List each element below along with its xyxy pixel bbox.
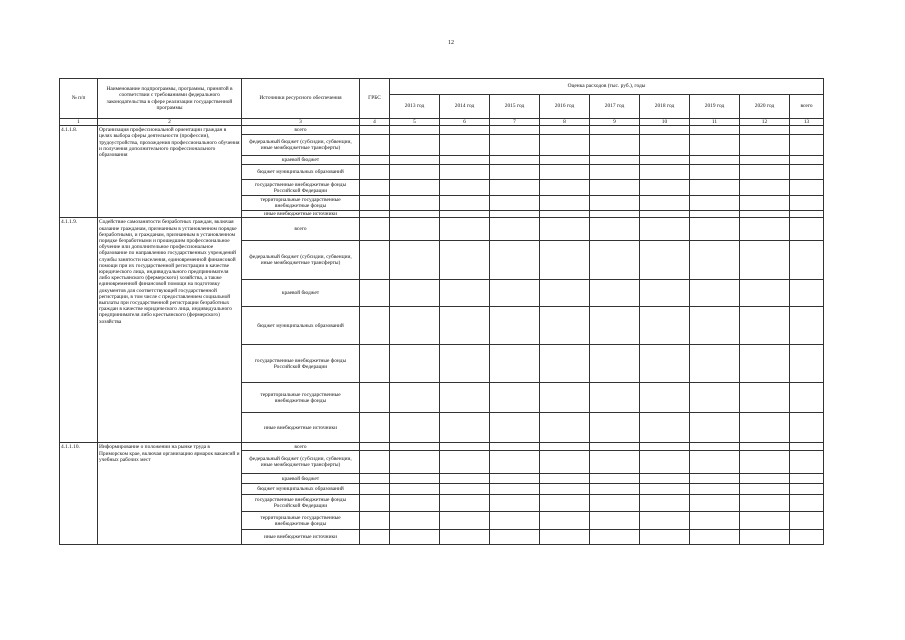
value-cell bbox=[790, 211, 824, 218]
value-cell bbox=[360, 413, 390, 443]
column-number: 13 bbox=[790, 119, 824, 126]
value-cell bbox=[360, 345, 390, 383]
value-cell bbox=[540, 165, 590, 180]
value-cell bbox=[440, 211, 490, 218]
value-cell bbox=[590, 413, 640, 443]
value-cell bbox=[490, 135, 540, 156]
column-number: 5 bbox=[390, 119, 440, 126]
value-cell bbox=[690, 495, 740, 512]
value-cell bbox=[640, 383, 690, 413]
column-number: 3 bbox=[242, 119, 360, 126]
value-cell bbox=[360, 211, 390, 218]
value-cell bbox=[690, 413, 740, 443]
value-cell bbox=[540, 307, 590, 345]
value-cell bbox=[640, 241, 690, 280]
value-cell bbox=[390, 241, 440, 280]
header-year: 2013 год bbox=[390, 95, 440, 119]
value-cell bbox=[640, 180, 690, 196]
column-number: 2 bbox=[98, 119, 242, 126]
value-cell bbox=[590, 211, 640, 218]
value-cell bbox=[690, 443, 740, 451]
value-cell bbox=[390, 307, 440, 345]
value-cell bbox=[690, 218, 740, 241]
value-cell bbox=[590, 280, 640, 307]
value-cell bbox=[790, 135, 824, 156]
value-cell bbox=[390, 512, 440, 530]
value-cell bbox=[540, 443, 590, 451]
value-cell bbox=[690, 484, 740, 495]
funding-source: территориальные государственные внебюджетные фонды bbox=[242, 512, 360, 530]
value-cell bbox=[790, 196, 824, 211]
value-cell bbox=[360, 280, 390, 307]
funding-source: краевой бюджет bbox=[242, 156, 360, 165]
value-cell bbox=[740, 135, 790, 156]
header-year: 2015 год bbox=[490, 95, 540, 119]
value-cell bbox=[440, 241, 490, 280]
value-cell bbox=[640, 451, 690, 474]
value-cell bbox=[540, 135, 590, 156]
value-cell bbox=[590, 307, 640, 345]
header-name: Наименование подпрограммы, программы, принятой в соответствии с требованиями федерального законодательства в сфере реализации государственной программы bbox=[98, 79, 242, 119]
value-cell bbox=[690, 156, 740, 165]
value-cell bbox=[360, 495, 390, 512]
value-cell bbox=[640, 211, 690, 218]
value-cell bbox=[690, 180, 740, 196]
value-cell bbox=[440, 413, 490, 443]
header-year: 2020 год bbox=[740, 95, 790, 119]
value-cell bbox=[390, 126, 440, 135]
funding-source: иные внебюджетные источники bbox=[242, 211, 360, 218]
value-cell bbox=[690, 280, 740, 307]
value-cell bbox=[540, 484, 590, 495]
value-cell bbox=[490, 495, 540, 512]
value-cell bbox=[690, 345, 740, 383]
funding-source: всего bbox=[242, 218, 360, 241]
value-cell bbox=[440, 530, 490, 545]
value-cell bbox=[440, 307, 490, 345]
value-cell bbox=[690, 196, 740, 211]
header-year: 2017 год bbox=[590, 95, 640, 119]
value-cell bbox=[790, 530, 824, 545]
value-cell bbox=[490, 211, 540, 218]
value-cell bbox=[740, 218, 790, 241]
value-cell bbox=[490, 512, 540, 530]
value-cell bbox=[390, 211, 440, 218]
value-cell bbox=[360, 474, 390, 484]
value-cell bbox=[440, 512, 490, 530]
value-cell bbox=[360, 165, 390, 180]
value-cell bbox=[440, 345, 490, 383]
value-cell bbox=[740, 530, 790, 545]
value-cell bbox=[440, 451, 490, 474]
column-number: 11 bbox=[690, 119, 740, 126]
value-cell bbox=[740, 165, 790, 180]
value-cell bbox=[790, 218, 824, 241]
value-cell bbox=[390, 383, 440, 413]
value-cell bbox=[790, 474, 824, 484]
value-cell bbox=[360, 530, 390, 545]
value-cell bbox=[440, 180, 490, 196]
value-cell bbox=[740, 413, 790, 443]
value-cell bbox=[540, 218, 590, 241]
value-cell bbox=[640, 156, 690, 165]
row-number: 4.1.1.10. bbox=[60, 443, 98, 545]
value-cell bbox=[640, 196, 690, 211]
header-year: 2016 год bbox=[540, 95, 590, 119]
value-cell bbox=[390, 196, 440, 211]
value-cell bbox=[690, 512, 740, 530]
value-cell bbox=[390, 443, 440, 451]
table-row bbox=[60, 126, 824, 135]
value-cell bbox=[490, 126, 540, 135]
header-num: № п/п bbox=[60, 79, 98, 119]
value-cell bbox=[740, 383, 790, 413]
value-cell bbox=[490, 241, 540, 280]
value-cell bbox=[390, 484, 440, 495]
funding-source: краевой бюджет bbox=[242, 474, 360, 484]
value-cell bbox=[540, 126, 590, 135]
value-cell bbox=[390, 474, 440, 484]
value-cell bbox=[740, 484, 790, 495]
value-cell bbox=[360, 135, 390, 156]
value-cell bbox=[440, 126, 490, 135]
value-cell bbox=[360, 241, 390, 280]
value-cell bbox=[740, 126, 790, 135]
value-cell bbox=[490, 345, 540, 383]
value-cell bbox=[690, 241, 740, 280]
value-cell bbox=[440, 383, 490, 413]
value-cell bbox=[590, 484, 640, 495]
header-source: Источники ресурсного обеспечения bbox=[242, 79, 360, 119]
value-cell bbox=[590, 345, 640, 383]
value-cell bbox=[740, 211, 790, 218]
value-cell bbox=[540, 474, 590, 484]
value-cell bbox=[440, 135, 490, 156]
value-cell bbox=[790, 165, 824, 180]
value-cell bbox=[540, 383, 590, 413]
value-cell bbox=[490, 383, 540, 413]
value-cell bbox=[640, 474, 690, 484]
value-cell bbox=[590, 512, 640, 530]
value-cell bbox=[690, 451, 740, 474]
value-cell bbox=[590, 443, 640, 451]
column-number: 6 bbox=[440, 119, 490, 126]
budget-table bbox=[59, 78, 824, 545]
value-cell bbox=[740, 196, 790, 211]
value-cell bbox=[540, 196, 590, 211]
value-cell bbox=[440, 495, 490, 512]
value-cell bbox=[360, 383, 390, 413]
value-cell bbox=[690, 165, 740, 180]
value-cell bbox=[640, 413, 690, 443]
table-row bbox=[60, 443, 824, 451]
value-cell bbox=[440, 443, 490, 451]
value-cell bbox=[540, 180, 590, 196]
value-cell bbox=[540, 413, 590, 443]
value-cell bbox=[640, 218, 690, 241]
value-cell bbox=[740, 512, 790, 530]
value-cell bbox=[640, 495, 690, 512]
value-cell bbox=[790, 345, 824, 383]
value-cell bbox=[540, 512, 590, 530]
value-cell bbox=[790, 180, 824, 196]
column-number: 7 bbox=[490, 119, 540, 126]
value-cell bbox=[490, 443, 540, 451]
value-cell bbox=[390, 530, 440, 545]
value-cell bbox=[390, 413, 440, 443]
funding-source: территориальные государственные внебюджетные фонды bbox=[242, 383, 360, 413]
value-cell bbox=[740, 443, 790, 451]
funding-source: государственные внебюджетные фонды Российской Федерации bbox=[242, 495, 360, 512]
value-cell bbox=[440, 165, 490, 180]
funding-source: федеральный бюджет (субсидии, субвенции, иные межбюджетные трансферты) bbox=[242, 135, 360, 156]
value-cell bbox=[690, 474, 740, 484]
value-cell bbox=[490, 280, 540, 307]
value-cell bbox=[590, 196, 640, 211]
value-cell bbox=[540, 451, 590, 474]
header-estimate: Оценка расходов (тыс. руб.), годы bbox=[390, 79, 824, 95]
value-cell bbox=[640, 165, 690, 180]
header-year: 2018 год bbox=[640, 95, 690, 119]
value-cell bbox=[640, 443, 690, 451]
value-cell bbox=[640, 345, 690, 383]
value-cell bbox=[740, 451, 790, 474]
value-cell bbox=[590, 165, 640, 180]
value-cell bbox=[690, 135, 740, 156]
value-cell bbox=[540, 495, 590, 512]
value-cell bbox=[590, 451, 640, 474]
funding-source: всего bbox=[242, 126, 360, 135]
measure-name: Информирование о положении на рынке труда в Приморском крае, включая организацию ярмарок вакансий и учебных рабочих мест bbox=[98, 443, 242, 545]
value-cell bbox=[790, 126, 824, 135]
value-cell bbox=[540, 280, 590, 307]
value-cell bbox=[640, 512, 690, 530]
value-cell bbox=[390, 180, 440, 196]
funding-source: федеральный бюджет (субсидии, субвенции, иные межбюджетные трансферты) bbox=[242, 241, 360, 280]
value-cell bbox=[490, 156, 540, 165]
column-number: 8 bbox=[540, 119, 590, 126]
value-cell bbox=[790, 495, 824, 512]
value-cell bbox=[790, 484, 824, 495]
value-cell bbox=[690, 211, 740, 218]
value-cell bbox=[790, 241, 824, 280]
value-cell bbox=[490, 180, 540, 196]
value-cell bbox=[390, 135, 440, 156]
value-cell bbox=[590, 383, 640, 413]
value-cell bbox=[390, 345, 440, 383]
value-cell bbox=[590, 180, 640, 196]
row-number: 4.1.1.9. bbox=[60, 218, 98, 443]
value-cell bbox=[490, 451, 540, 474]
value-cell bbox=[440, 484, 490, 495]
value-cell bbox=[390, 451, 440, 474]
value-cell bbox=[740, 474, 790, 484]
value-cell bbox=[790, 280, 824, 307]
header-year: 2019 год bbox=[690, 95, 740, 119]
value-cell bbox=[390, 156, 440, 165]
value-cell bbox=[390, 218, 440, 241]
value-cell bbox=[360, 180, 390, 196]
funding-source: бюджет муниципальных образований bbox=[242, 484, 360, 495]
value-cell bbox=[790, 413, 824, 443]
page-number: 12 bbox=[448, 40, 454, 46]
value-cell bbox=[490, 530, 540, 545]
funding-source: бюджет муниципальных образований bbox=[242, 165, 360, 180]
value-cell bbox=[590, 530, 640, 545]
measure-name: Содействие самозанятости безработных граждан, включая оказание гражданам, признанным в установленном порядке безработными, и гражданам, признанным в установленном порядке безработными и прошедшим профессиональное обучение или дополнительное профессиональное образование по направлению государственных учреждений службы занятости населения, единовременной финансовой помощи при их государственной регистрации в качестве юридического лица, индивидуального предпринимателя либо крестьянского (фермерского) хозяйства, а также единовременной финансовой помощи на подготовку документов для соответствующей государственной регистрации, в том числе с предоставлением социальной выплаты при государственной регистрации безработных граждан в качестве юридического лица, индивидуального предпринимателя либо крестьянского (фермерского) хозяйства bbox=[98, 218, 242, 443]
table-row bbox=[60, 218, 824, 241]
value-cell bbox=[490, 196, 540, 211]
value-cell bbox=[360, 126, 390, 135]
value-cell bbox=[690, 383, 740, 413]
value-cell bbox=[690, 307, 740, 345]
value-cell bbox=[540, 241, 590, 280]
value-cell bbox=[790, 443, 824, 451]
value-cell bbox=[740, 345, 790, 383]
column-number: 10 bbox=[640, 119, 690, 126]
column-number: 9 bbox=[590, 119, 640, 126]
value-cell bbox=[490, 413, 540, 443]
value-cell bbox=[740, 280, 790, 307]
funding-source: всего bbox=[242, 443, 360, 451]
value-cell bbox=[440, 280, 490, 307]
value-cell bbox=[490, 218, 540, 241]
value-cell bbox=[640, 280, 690, 307]
value-cell bbox=[490, 307, 540, 345]
value-cell bbox=[440, 196, 490, 211]
column-number: 12 bbox=[740, 119, 790, 126]
value-cell bbox=[590, 241, 640, 280]
value-cell bbox=[360, 451, 390, 474]
value-cell bbox=[490, 165, 540, 180]
value-cell bbox=[790, 512, 824, 530]
value-cell bbox=[690, 126, 740, 135]
header-year: всего bbox=[790, 95, 824, 119]
value-cell bbox=[640, 135, 690, 156]
value-cell bbox=[740, 241, 790, 280]
value-cell bbox=[740, 495, 790, 512]
value-cell bbox=[360, 443, 390, 451]
value-cell bbox=[640, 530, 690, 545]
funding-source: иные внебюджетные источники bbox=[242, 413, 360, 443]
row-number: 4.1.1.8. bbox=[60, 126, 98, 218]
measure-name: Организация профессиональной ориентации граждан в целях выбора сферы деятельности (профессии), трудоустройства, прохождения профессионального обучения и получения дополнительного профессионального образования bbox=[98, 126, 242, 218]
value-cell bbox=[590, 218, 640, 241]
value-cell bbox=[590, 474, 640, 484]
value-cell bbox=[640, 484, 690, 495]
value-cell bbox=[440, 474, 490, 484]
funding-source: краевой бюджет bbox=[242, 280, 360, 307]
value-cell bbox=[790, 383, 824, 413]
funding-source: государственные внебюджетные фонды Российской Федерации bbox=[242, 180, 360, 196]
value-cell bbox=[790, 156, 824, 165]
value-cell bbox=[740, 180, 790, 196]
value-cell bbox=[590, 495, 640, 512]
value-cell bbox=[540, 530, 590, 545]
value-cell bbox=[360, 156, 390, 165]
funding-source: государственные внебюджетные фонды Российской Федерации bbox=[242, 345, 360, 383]
value-cell bbox=[540, 345, 590, 383]
value-cell bbox=[740, 156, 790, 165]
funding-source: бюджет муниципальных образований bbox=[242, 307, 360, 345]
value-cell bbox=[590, 126, 640, 135]
value-cell bbox=[360, 218, 390, 241]
value-cell bbox=[540, 156, 590, 165]
value-cell bbox=[490, 474, 540, 484]
column-number: 4 bbox=[360, 119, 390, 126]
value-cell bbox=[390, 280, 440, 307]
funding-source: федеральный бюджет (субсидии, субвенции, иные межбюджетные трансферты) bbox=[242, 451, 360, 474]
header-year: 2014 год bbox=[440, 95, 490, 119]
value-cell bbox=[640, 307, 690, 345]
value-cell bbox=[440, 156, 490, 165]
value-cell bbox=[740, 307, 790, 345]
value-cell bbox=[790, 451, 824, 474]
value-cell bbox=[360, 307, 390, 345]
column-number: 1 bbox=[60, 119, 98, 126]
value-cell bbox=[690, 530, 740, 545]
value-cell bbox=[640, 126, 690, 135]
value-cell bbox=[440, 218, 490, 241]
value-cell bbox=[360, 196, 390, 211]
header-grbs: ГРБС bbox=[360, 79, 390, 119]
value-cell bbox=[590, 156, 640, 165]
funding-source: территориальные государственные внебюджетные фонды bbox=[242, 196, 360, 211]
value-cell bbox=[390, 165, 440, 180]
value-cell bbox=[360, 484, 390, 495]
value-cell bbox=[540, 211, 590, 218]
value-cell bbox=[490, 484, 540, 495]
funding-source: иные внебюджетные источники bbox=[242, 530, 360, 545]
value-cell bbox=[390, 495, 440, 512]
value-cell bbox=[590, 135, 640, 156]
value-cell bbox=[790, 307, 824, 345]
value-cell bbox=[360, 512, 390, 530]
